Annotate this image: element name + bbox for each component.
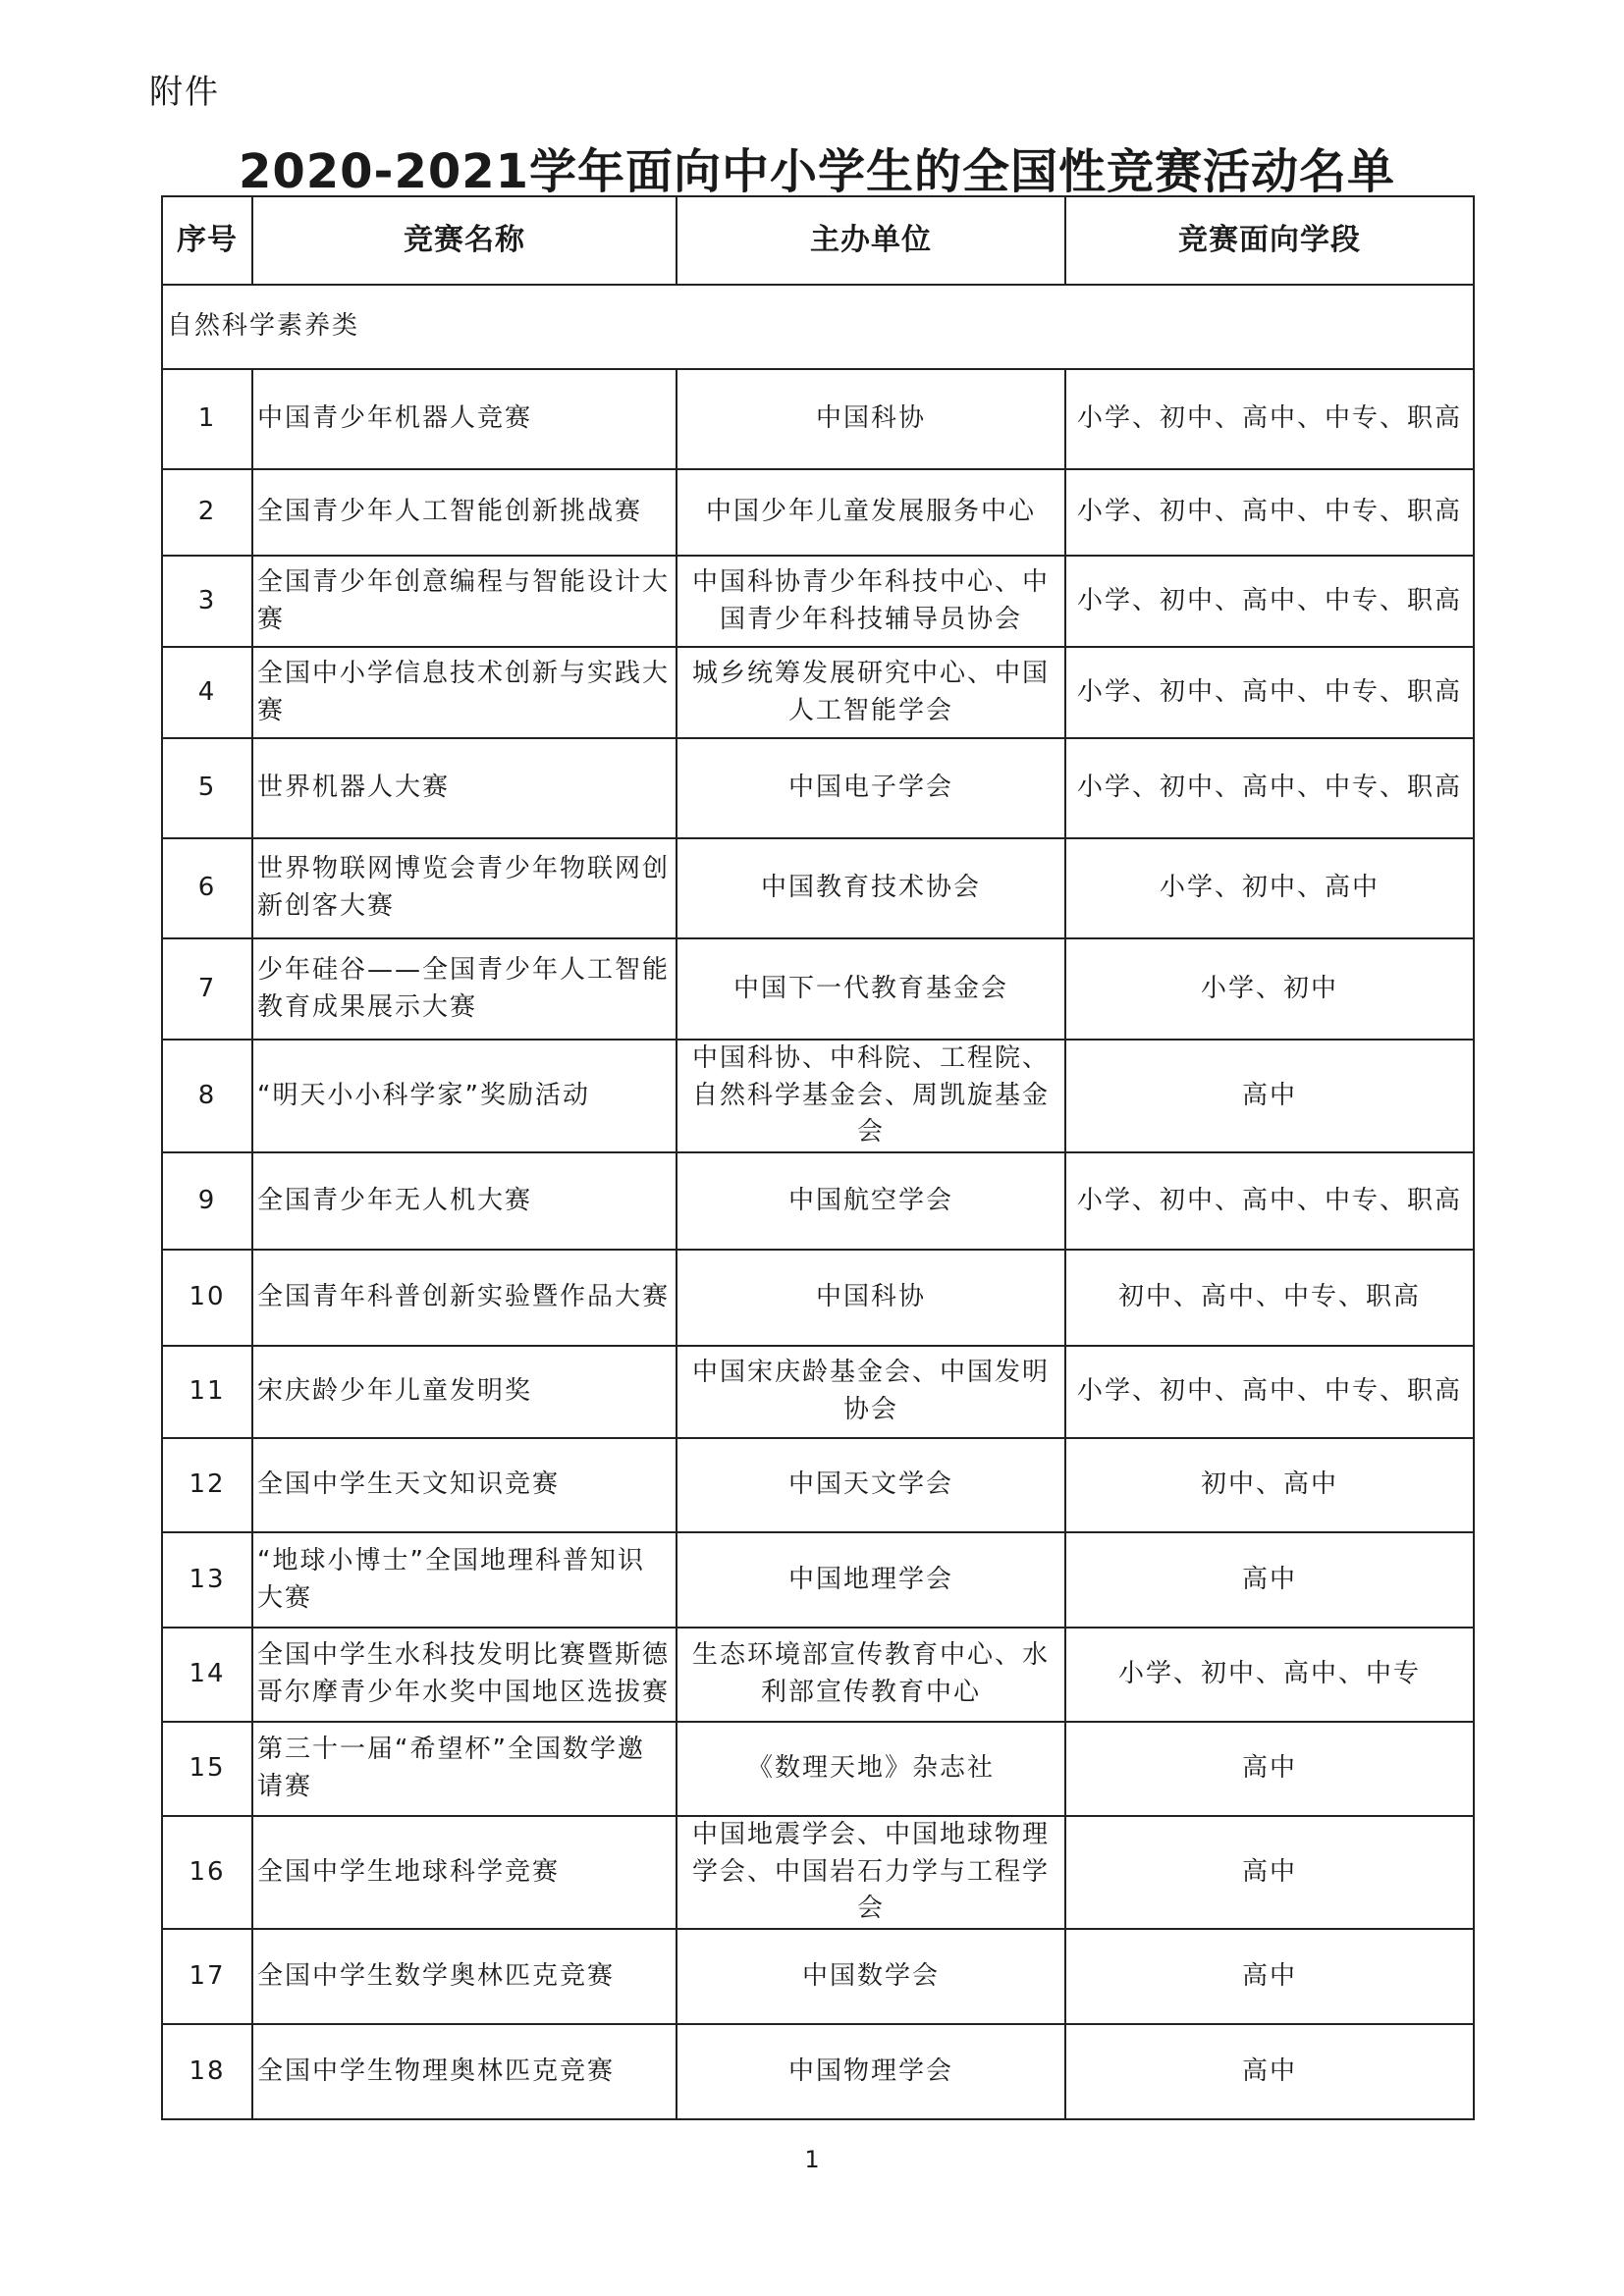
school-level: 小学、初中、高中、中专、职高 [1065,556,1474,647]
school-level: 小学、初中、高中、中专、职高 [1065,469,1474,556]
table-header-row [162,196,1474,285]
table-row [162,1346,1474,1438]
document-title: 2020-2021学年面向中小学生的全国性竞赛活动名单 [238,144,1396,199]
school-level: 初中、高中 [1065,1438,1474,1532]
competition-name: 全国中学生天文知识竞赛 [252,1438,677,1532]
school-level: 小学、初中、高中、中专、职高 [1065,369,1474,469]
organizer: 中国地震学会、中国地球物理学会、中国岩石力学与工程学会 [677,1816,1065,1929]
organizer: 中国地理学会 [677,1532,1065,1628]
header-competition-name: 竞赛名称 [252,196,677,285]
competition-name: 全国青少年人工智能创新挑战赛 [252,469,677,556]
school-level: 高中 [1065,1040,1474,1152]
row-index: 4 [162,647,252,738]
row-index: 9 [162,1152,252,1250]
table-row [162,1438,1474,1532]
row-index: 12 [162,1438,252,1532]
school-level: 初中、高中、中专、职高 [1065,1250,1474,1346]
row-index: 3 [162,556,252,647]
competition-name: 全国中学生地球科学竞赛 [252,1816,677,1929]
table-row [162,369,1474,469]
table-row [162,1152,1474,1250]
competition-table [161,195,1475,2120]
header-index: 序号 [162,196,252,285]
table-row [162,2024,1474,2119]
table-row [162,1250,1474,1346]
competition-name: 全国中小学信息技术创新与实践大赛 [252,647,677,738]
organizer: 中国航空学会 [677,1152,1065,1250]
organizer: 中国数学会 [677,1929,1065,2024]
school-level: 高中 [1065,1816,1474,1929]
table-row [162,1816,1474,1929]
organizer: 中国下一代教育基金会 [677,938,1065,1040]
school-level: 高中 [1065,1722,1474,1816]
table-row [162,1040,1474,1152]
row-index: 7 [162,938,252,1040]
competition-name: 宋庆龄少年儿童发明奖 [252,1346,677,1438]
row-index: 16 [162,1816,252,1929]
row-index: 17 [162,1929,252,2024]
school-level: 小学、初中、高中、中专、职高 [1065,1346,1474,1438]
competition-name: “明天小小科学家”奖励活动 [252,1040,677,1152]
organizer: 中国少年儿童发展服务中心 [677,469,1065,556]
table-row [162,938,1474,1040]
competition-name: 全国青年科普创新实验暨作品大赛 [252,1250,677,1346]
organizer: 中国科协青少年科技中心、中国青少年科技辅导员协会 [677,556,1065,647]
row-index: 2 [162,469,252,556]
row-index: 13 [162,1532,252,1628]
row-index: 5 [162,738,252,838]
row-index: 14 [162,1628,252,1722]
table-row [162,556,1474,647]
row-index: 10 [162,1250,252,1346]
organizer: 中国教育技术协会 [677,838,1065,938]
table-row [162,738,1474,838]
organizer: 中国宋庆龄基金会、中国发明协会 [677,1346,1065,1438]
table-row [162,647,1474,738]
organizer: 城乡统筹发展研究中心、中国人工智能学会 [677,647,1065,738]
school-level: 高中 [1065,1929,1474,2024]
category-row [162,285,1474,369]
school-level: 小学、初中、高中、中专、职高 [1065,738,1474,838]
organizer: 中国科协、中科院、工程院、自然科学基金会、周凯旋基金会 [677,1040,1065,1152]
school-level: 高中 [1065,1532,1474,1628]
organizer: 中国科协 [677,1250,1065,1346]
school-level: 小学、初中、高中 [1065,838,1474,938]
school-level: 小学、初中、高中、中专 [1065,1628,1474,1722]
organizer: 《数理天地》杂志社 [677,1722,1065,1816]
header-school-level: 竞赛面向学段 [1065,196,1474,285]
row-index: 18 [162,2024,252,2119]
competition-name: 世界机器人大赛 [252,738,677,838]
category-label: 自然科学素养类 [162,285,1474,369]
school-level: 小学、初中 [1065,938,1474,1040]
competition-name: 全国中学生物理奥林匹克竞赛 [252,2024,677,2119]
table-row [162,1722,1474,1816]
attachment-label: 附件 [149,73,220,112]
competition-name: 第三十一届“希望杯”全国数学邀请赛 [252,1722,677,1816]
table-row [162,1532,1474,1628]
organizer: 中国科协 [677,369,1065,469]
competition-name: 全国中学生数学奥林匹克竞赛 [252,1929,677,2024]
competition-name: 中国青少年机器人竞赛 [252,369,677,469]
page-number: 1 [804,2146,820,2173]
school-level: 高中 [1065,2024,1474,2119]
table-row [162,1628,1474,1722]
row-index: 8 [162,1040,252,1152]
organizer: 中国天文学会 [677,1438,1065,1532]
competition-name: 全国青少年无人机大赛 [252,1152,677,1250]
row-index: 11 [162,1346,252,1438]
competition-name: “地球小博士”全国地理科普知识大赛 [252,1532,677,1628]
organizer: 中国物理学会 [677,2024,1065,2119]
row-index: 6 [162,838,252,938]
header-organizer: 主办单位 [677,196,1065,285]
row-index: 15 [162,1722,252,1816]
organizer: 生态环境部宣传教育中心、水利部宣传教育中心 [677,1628,1065,1722]
table-row [162,469,1474,556]
table-row [162,838,1474,938]
school-level: 小学、初中、高中、中专、职高 [1065,647,1474,738]
row-index: 1 [162,369,252,469]
competition-name: 全国青少年创意编程与智能设计大赛 [252,556,677,647]
organizer: 中国电子学会 [677,738,1065,838]
table-row [162,1929,1474,2024]
competition-name: 少年硅谷——全国青少年人工智能教育成果展示大赛 [252,938,677,1040]
competition-name: 世界物联网博览会青少年物联网创新创客大赛 [252,838,677,938]
school-level: 小学、初中、高中、中专、职高 [1065,1152,1474,1250]
competition-name: 全国中学生水科技发明比赛暨斯德哥尔摩青少年水奖中国地区选拔赛 [252,1628,677,1722]
